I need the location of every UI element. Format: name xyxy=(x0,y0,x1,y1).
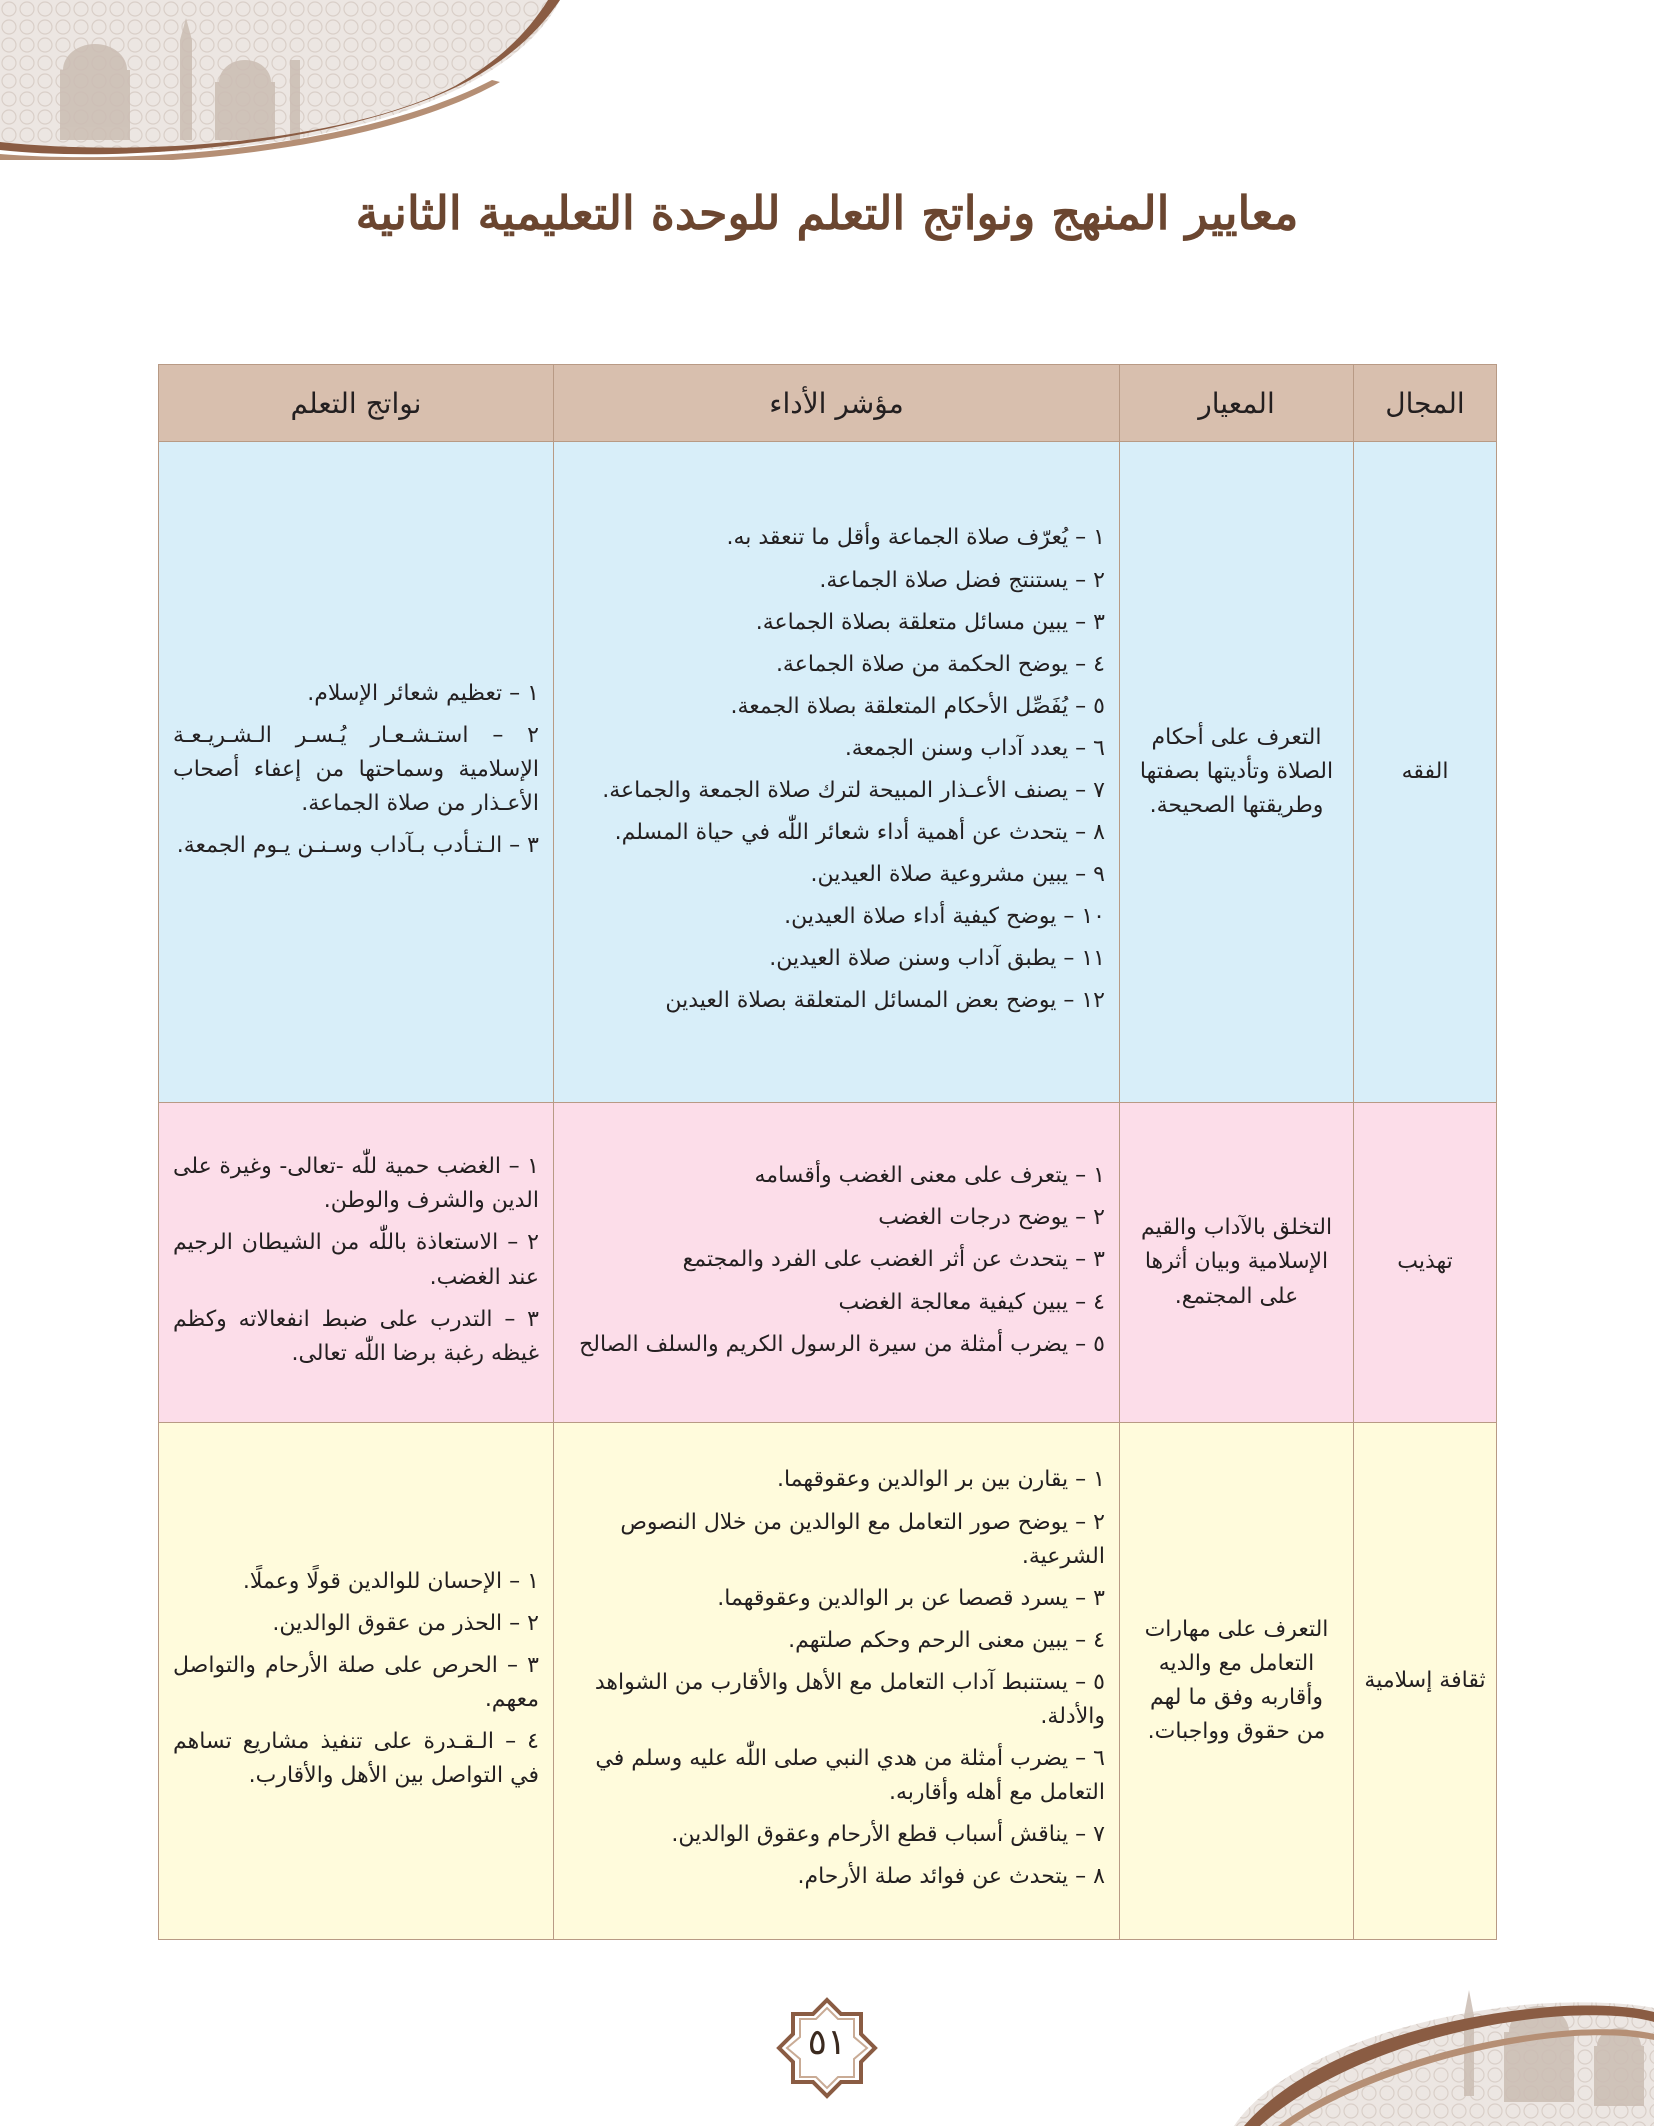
top-corner-ornament xyxy=(0,0,560,160)
indicator-item: ٨ – يتحدث عن أهمية أداء شعائر اللّٰه في حياة المسلم. xyxy=(614,820,1105,846)
outcome-item: ١ – تعظيم شعائر الإسلام. xyxy=(307,680,539,706)
outcome-item: ٢ – الاستعاذة باللّٰه من الشيطان الرجيم عند الغضب. xyxy=(173,1230,539,1290)
outcome-item: ٣ – الحرص على صلة الأرحام والتواصل معهم. xyxy=(173,1652,539,1712)
outcome-item: ٤ – الـقـدرة على تنفيذ مشاريع تساهم في التواصل بين الأهل والأقارب. xyxy=(173,1729,539,1789)
table-row-thaqafa xyxy=(159,1423,1497,1940)
standard-cell: التخلق بالآداب والقيم الإسلامية وبيان أثرها على المجتمع. xyxy=(1120,1103,1354,1423)
page-number: ٥١ xyxy=(807,2022,847,2063)
indicator-item: ٢ – يوضح صور التعامل مع الوالدين من خلال النصوص الشرعية. xyxy=(620,1509,1105,1569)
indicator-item: ٥ – يستنبط آداب التعامل مع الأهل والأقارب من الشواهد والأدلة. xyxy=(594,1669,1105,1730)
outcome-item: ٢ – الحذر من عقوق الوالدين. xyxy=(272,1610,539,1636)
indicator-item: ٩ – يبين مشروعية صلاة العيدين. xyxy=(810,862,1105,888)
indicators-cell xyxy=(554,1423,1120,1940)
outcomes-cell xyxy=(159,1423,554,1940)
indicator-item: ٢ – يوضح درجات الغضب xyxy=(878,1205,1105,1231)
indicator-item: ٦ – يضرب أمثلة من هدي النبي صلى اللّٰه عليه وسلم في التعامل مع أهله وأقاربه. xyxy=(595,1746,1105,1806)
outcome-item: ١ – الغضب حمية للّٰه -تعالى- وغيرة على الدين والشرف والوطن. xyxy=(173,1154,539,1214)
domain-cell: الفقه xyxy=(1354,442,1497,1103)
indicator-item: ٤ – يوضح الحكمة من صلاة الجماعة. xyxy=(775,651,1105,677)
indicator-item: ٧ – يصنف الأعـذار المبيحة لترك صلاة الجمعة والجماعة. xyxy=(602,778,1105,803)
standards-table xyxy=(158,364,1497,1940)
indicators-cell xyxy=(554,442,1120,1103)
indicator-item: ٥ – يضرب أمثلة من سيرة الرسول الكريم والسلف الصالح xyxy=(579,1331,1105,1357)
indicator-item: ١ – يقارن بين بر الوالدين وعقوقهما. xyxy=(776,1467,1105,1493)
indicator-item: ٣ – يسرد قصصا عن بر الوالدين وعقوقهما. xyxy=(717,1585,1105,1611)
indicator-item: ٤ – يبين معنى الرحم وحكم صلتهم. xyxy=(788,1627,1105,1653)
outcome-item: ٣ – التدرب على ضبط انفعالاته وكظم غيظه رغبة برضا اللّٰه تعالى. xyxy=(173,1306,539,1366)
header-indicators: مؤشر الأداء xyxy=(554,365,1120,442)
indicator-item: ٤ – يبين كيفية معالجة الغضب xyxy=(838,1289,1105,1315)
indicator-item: ٣ – يبين مسائل متعلقة بصلاة الجماعة. xyxy=(755,609,1105,635)
header-outcomes: نواتج التعلم xyxy=(159,365,554,442)
header-domain: المجال xyxy=(1354,365,1497,442)
bottom-corner-ornament xyxy=(1234,1976,1654,2126)
table-header-row xyxy=(159,365,1497,442)
indicator-item: ٣ – يتحدث عن أثر الغضب على الفرد والمجتمع xyxy=(682,1247,1105,1273)
indicator-item: ١ – يتعرف على معنى الغضب وأقسامه xyxy=(754,1163,1105,1189)
indicators-cell xyxy=(554,1103,1120,1423)
standard-cell: التعرف على مهارات التعامل مع والديه وأقاربه وفق ما لهم من حقوق وواجبات. xyxy=(1120,1423,1354,1940)
indicator-item: ٦ – يعدد آداب وسنن الجمعة. xyxy=(844,735,1105,761)
outcomes-cell xyxy=(159,442,554,1103)
page-title: معايير المنهج ونواتج التعلم للوحدة التعليمية الثانية xyxy=(355,186,1299,240)
indicator-item: ٨ – يتحدث عن فوائد صلة الأرحام. xyxy=(797,1864,1105,1890)
indicator-item: ١١ – يطبق آداب وسنن صلاة العيدين. xyxy=(769,946,1105,972)
indicator-item: ٢ – يستنتج فضل صلاة الجماعة. xyxy=(819,567,1105,593)
domain-cell: تهذيب xyxy=(1354,1103,1497,1423)
outcome-item: ٢ – استـشـعـار يُـسـر الـشـريـعـة الإسلامية وسماحتها من إعفاء أصحاب الأعـذار من صلاة الجماعة. xyxy=(173,722,539,817)
header-standard: المعيار xyxy=(1120,365,1354,442)
table-row-tahdheeb xyxy=(159,1103,1497,1423)
outcomes-cell xyxy=(159,1103,554,1423)
table-row-fiqh xyxy=(159,442,1497,1103)
outcome-item: ١ – الإحسان للوالدين قولًا وعملًا. xyxy=(242,1568,539,1594)
indicator-item: ١٢ – يوضح بعض المسائل المتعلقة بصلاة العيدين xyxy=(665,988,1105,1014)
indicator-item: ١٠ – يوضح كيفية أداء صلاة العيدين. xyxy=(784,904,1105,930)
indicator-item: ١ – يُعرّف صلاة الجماعة وأقل ما تنعقد به. xyxy=(726,525,1105,551)
outcome-item: ٣ – الـتـأدب بـآداب وسـنـن يـوم الجمعة. xyxy=(176,833,539,859)
indicator-item: ٥ – يُفَصِّل الأحكام المتعلقة بصلاة الجمعة. xyxy=(730,693,1105,719)
standard-cell: التعرف على أحكام الصلاة وتأديتها بصفتها وطريقتها الصحيحة. xyxy=(1120,442,1354,1103)
domain-cell: ثقافة إسلامية xyxy=(1354,1423,1497,1940)
indicator-item: ٧ – يناقش أسباب قطع الأرحام وعقوق الوالدين. xyxy=(671,1822,1105,1848)
